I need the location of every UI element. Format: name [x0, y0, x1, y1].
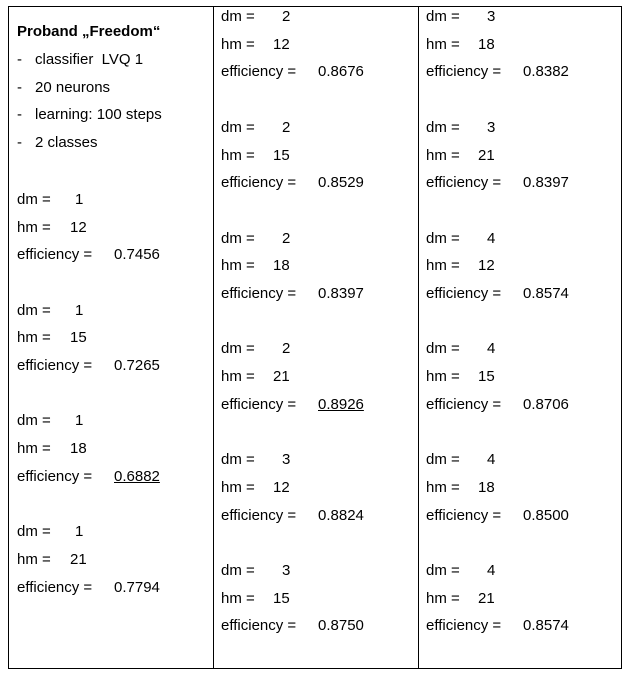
header-item-text: learning: 100 steps — [35, 106, 162, 124]
dm-label: dm = — [426, 562, 460, 579]
hm-value: 18 — [478, 35, 495, 53]
efficiency-label: efficiency = — [426, 506, 502, 524]
efficiency-label: efficiency = — [17, 578, 93, 596]
hm-label: hm = — [426, 589, 460, 607]
dm-value: 1 — [75, 523, 84, 541]
header-item-text: 2 classes — [35, 134, 98, 152]
hm-value: 12 — [273, 35, 290, 53]
hm-label: hm = — [221, 589, 255, 607]
hm-value: 15 — [70, 329, 87, 347]
efficiency-value: 0.8676 — [318, 63, 364, 81]
dm-label: dm = — [221, 118, 255, 136]
dm-value: 3 — [487, 8, 496, 25]
hm-label: hm = — [426, 257, 460, 275]
hm-label: hm = — [221, 478, 255, 496]
dm-value: 4 — [487, 562, 496, 579]
dm-value: 1 — [75, 412, 84, 430]
hm-label: hm = — [17, 440, 51, 458]
hm-value: 12 — [70, 218, 87, 236]
efficiency-value: 0.7456 — [114, 246, 160, 264]
dm-value: 2 — [282, 229, 291, 247]
dm-value: 2 — [282, 340, 291, 358]
hm-label: hm = — [221, 146, 255, 164]
efficiency-value: 0.8397 — [523, 174, 569, 192]
dm-value: 2 — [282, 8, 291, 25]
hm-label: hm = — [17, 550, 51, 568]
header-title-line — [17, 23, 160, 41]
dm-value: 3 — [487, 118, 496, 136]
dm-value: 3 — [282, 562, 291, 579]
efficiency-label: efficiency = — [17, 357, 93, 375]
efficiency-value: 0.8750 — [318, 617, 364, 635]
efficiency-label: efficiency = — [221, 285, 297, 302]
hm-label: hm = — [426, 146, 460, 164]
hm-value: 12 — [273, 478, 290, 496]
dm-label: dm = — [221, 8, 255, 25]
dm-label: dm = — [426, 8, 460, 25]
header-item-text: classifier LVQ 1 — [35, 50, 144, 68]
efficiency-label: efficiency = — [426, 63, 502, 81]
efficiency-value: 0.8706 — [523, 395, 569, 413]
hm-label: hm = — [426, 478, 460, 496]
dm-value: 1 — [75, 301, 84, 319]
bullet-dash: - — [17, 78, 22, 96]
dm-value: 2 — [282, 118, 291, 136]
efficiency-label: efficiency = — [221, 506, 297, 524]
dm-label: dm = — [221, 340, 255, 358]
dm-label: dm = — [17, 412, 51, 430]
efficiency-label: efficiency = — [426, 174, 502, 192]
hm-value: 18 — [478, 478, 495, 496]
dm-label: dm = — [221, 451, 255, 469]
dm-label: dm = — [426, 451, 460, 469]
efficiency-label: efficiency = — [221, 63, 297, 81]
dm-value: 4 — [487, 451, 496, 469]
efficiency-label: efficiency = — [426, 617, 502, 635]
efficiency-label: efficiency = — [17, 467, 93, 485]
hm-value: 15 — [273, 146, 290, 164]
efficiency-value: 0.7794 — [114, 578, 160, 596]
efficiency-value: 0.8926 — [318, 395, 364, 413]
hm-label: hm = — [17, 218, 51, 236]
efficiency-value: 0.8500 — [523, 506, 569, 524]
efficiency-value: 0.8824 — [318, 506, 364, 524]
dm-label: dm = — [221, 229, 255, 247]
dm-label: dm = — [17, 190, 51, 208]
hm-value: 15 — [478, 368, 495, 386]
dm-label: dm = — [426, 229, 460, 247]
column-divider — [418, 7, 419, 668]
results-table — [8, 6, 622, 669]
efficiency-label: efficiency = — [221, 617, 297, 635]
bullet-dash: - — [17, 50, 22, 68]
efficiency-label: efficiency = — [221, 174, 297, 192]
efficiency-label: efficiency = — [426, 395, 502, 413]
hm-value: 18 — [273, 257, 290, 275]
efficiency-value: 0.6882 — [114, 467, 160, 485]
efficiency-value: 0.8382 — [523, 63, 569, 81]
dm-label: dm = — [221, 562, 255, 579]
hm-value: 21 — [478, 146, 495, 164]
hm-label: hm = — [426, 35, 460, 53]
hm-value: 15 — [273, 589, 290, 607]
efficiency-value: 0.7265 — [114, 357, 160, 375]
efficiency-label: efficiency = — [426, 285, 502, 302]
hm-value: 21 — [70, 550, 87, 568]
proband-title: Proband „Freedom“ — [17, 23, 161, 41]
efficiency-value: 0.8529 — [318, 174, 364, 192]
header-item-text: 20 neurons — [35, 78, 111, 96]
efficiency-value: 0.8574 — [523, 285, 569, 302]
dm-value: 3 — [282, 451, 291, 469]
efficiency-label: efficiency = — [17, 246, 93, 264]
hm-label: hm = — [221, 35, 255, 53]
hm-value: 12 — [478, 257, 495, 275]
column-divider — [213, 7, 214, 668]
bullet-dash: - — [17, 106, 22, 124]
bullet-dash: - — [17, 134, 22, 152]
dm-value: 4 — [487, 229, 496, 247]
hm-value: 18 — [70, 440, 87, 458]
hm-value: 21 — [273, 368, 290, 386]
hm-value: 21 — [478, 589, 495, 607]
efficiency-value: 0.8397 — [318, 285, 364, 302]
efficiency-label: efficiency = — [221, 395, 297, 413]
hm-label: hm = — [17, 329, 51, 347]
dm-value: 1 — [75, 190, 84, 208]
hm-label: hm = — [221, 257, 255, 275]
dm-label: dm = — [17, 523, 51, 541]
dm-label: dm = — [426, 118, 460, 136]
dm-label: dm = — [426, 340, 460, 358]
dm-value: 4 — [487, 340, 496, 358]
dm-label: dm = — [17, 301, 51, 319]
hm-label: hm = — [221, 368, 255, 386]
hm-label: hm = — [426, 368, 460, 386]
efficiency-value: 0.8574 — [523, 617, 569, 635]
